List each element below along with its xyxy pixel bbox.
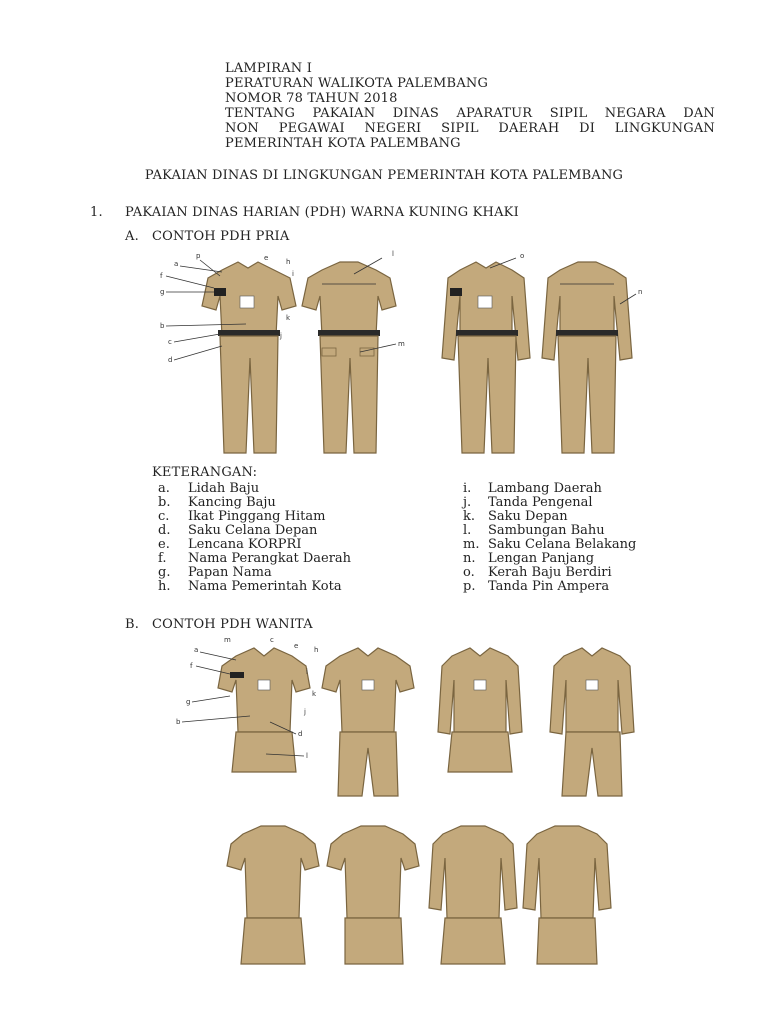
callout-h: h [286,258,291,266]
callout-m: m [224,636,231,644]
subsection-a-letter: A. [125,229,139,244]
legend-item: b. Kancing Baju [158,495,276,510]
callout-l: l [306,752,308,760]
callout-j: j [304,708,306,716]
legend-item: m. Saku Celana Belakang [463,537,637,552]
header-tentang-2: NON PEGAWAI NEGERI SIPIL DAERAH DI LINGKUNGAN [225,121,715,136]
female-front-long-skirt [438,648,522,772]
callout-h: h [314,646,319,654]
header-nomor: NOMOR 78 TAHUN 2018 [225,91,398,106]
callout-m: m [398,340,405,348]
legend-item: l. Sambungan Bahu [463,523,605,538]
female-back-short-pants [327,826,419,964]
callout-j: j [280,332,282,340]
legend-item: o. Kerah Baju Berdiri [463,565,612,580]
female-back-long-skirt [429,826,517,964]
female-uniform-illustration-row1 [170,636,640,806]
legend-item: j. Tanda Pengenal [463,495,593,510]
page-title: PAKAIAN DINAS DI LINGKUNGAN PEMERINTAH KOTA PALEMBANG [144,168,624,183]
legend-right-column [463,482,636,594]
callout-f: f [190,662,193,670]
header-tentang: TENTANG PAKAIAN DINAS APARATUR SIPIL NEGARA DAN [225,106,715,121]
male-front-short-sleeve [202,262,296,453]
female-back-long-pants [523,826,611,964]
callout-e: e [264,254,269,262]
callout-c: c [270,636,274,644]
female-front-long-pants [550,648,634,796]
callout-e: e [294,642,299,650]
callout-g: g [186,698,191,706]
male-uniform-illustration [150,248,660,463]
callout-o: o [520,252,525,260]
callout-i: i [292,270,294,278]
header-lampiran: LAMPIRAN I [225,61,313,76]
legend-item: f. Nama Perangkat Daerah [158,551,352,566]
callout-b: b [160,322,165,330]
legend-item: e. Lencana KORPRI [158,537,302,552]
header-peraturan: PERATURAN WALIKOTA PALEMBANG [225,76,489,91]
legend-item: n. Lengan Panjang [463,551,595,566]
header-tentang-3: PEMERINTAH KOTA PALEMBANG [225,136,461,151]
callout-p: p [196,252,201,260]
subsection-b-letter: B. [125,617,140,632]
male-back-long-sleeve [542,262,632,453]
female-front-short-skirt [218,648,310,772]
callout-c: c [168,338,172,346]
legend-item: g. Papan Nama [158,565,272,580]
male-back-short-sleeve [302,262,396,453]
legend-item: a. Lidah Baju [158,481,260,496]
female-back-short-skirt [227,826,319,964]
callout-i: i [306,668,308,676]
section-title: PAKAIAN DINAS HARIAN (PDH) WARNA KUNING KHAKI [125,205,519,220]
section-number: 1. [90,205,103,220]
callout-d: d [298,730,303,738]
subsection-b-title: CONTOH PDH WANITA [152,617,313,632]
callout-a: a [174,260,179,268]
legend-item: d. Saku Celana Depan [158,523,318,538]
subsection-a-title: CONTOH PDH PRIA [152,229,290,244]
callout-k: k [286,314,291,322]
legend-title: KETERANGAN: [152,465,258,480]
callout-f: f [160,272,163,280]
callout-a: a [194,646,199,654]
legend-item: c. Ikat Pinggang Hitam [158,509,326,524]
legend-item: p. Tanda Pin Ampera [463,579,610,594]
legend-item: h. Nama Pemerintah Kota [158,579,342,594]
callout-l: l [392,250,394,258]
callout-g: g [160,288,165,296]
callout-b: b [176,718,181,726]
legend-item: k. Saku Depan [463,509,568,524]
legend-item: i. Lambang Daerah [463,481,602,496]
male-front-long-sleeve [442,262,530,453]
callout-n: n [638,288,643,296]
callout-d: d [168,356,173,364]
female-front-short-pants [322,648,414,796]
female-uniform-illustration-row2 [225,822,615,972]
callout-k: k [312,690,317,698]
legend-left-column [158,482,351,594]
